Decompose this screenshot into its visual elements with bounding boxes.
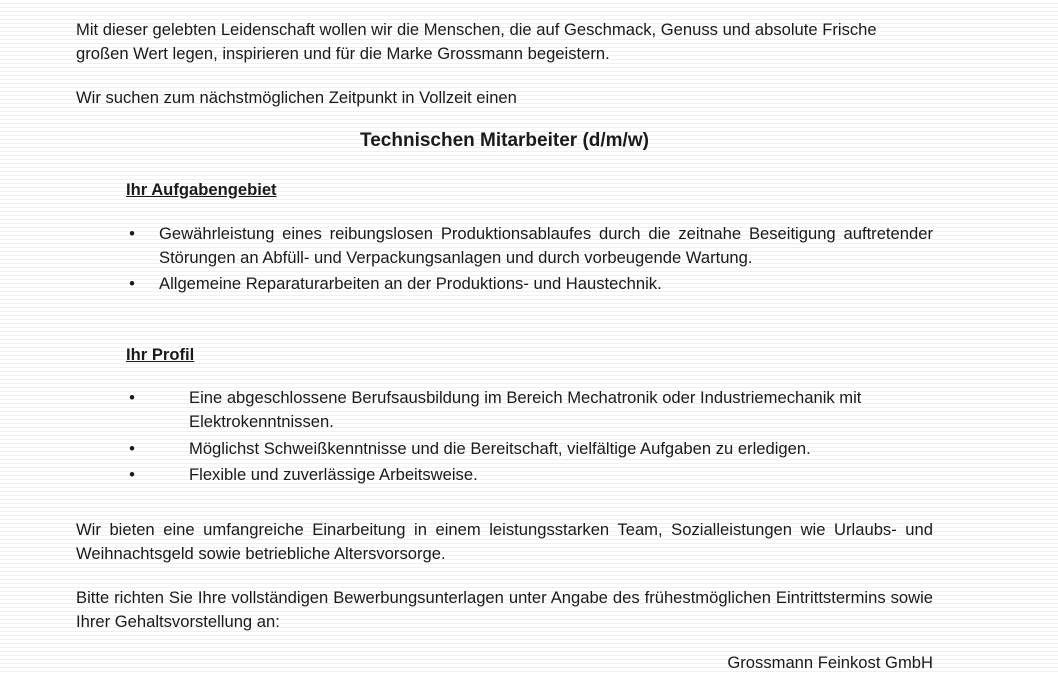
profile-item-text: Möglichst Schweißkenntnisse und die Bereitschaft, vielfältige Aufgaben zu erledigen. bbox=[189, 439, 811, 458]
profile-item bbox=[126, 463, 933, 487]
bullet-icon: • bbox=[129, 439, 135, 458]
intro-search-line: Wir suchen zum nächstmöglichen Zeitpunkt in Vollzeit einen bbox=[76, 88, 517, 107]
bullet-icon: • bbox=[129, 224, 135, 243]
tasks-heading: Ihr Aufgabengebiet bbox=[126, 180, 277, 199]
bullet-icon: • bbox=[129, 465, 135, 484]
profile-item bbox=[126, 386, 933, 434]
application-paragraph: Bitte richten Sie Ihre vollständigen Bewerbungsunterlagen unter Angabe des frühestmöglichen Eintrittstermins sowie Ihrer Gehaltsvorstellung an: bbox=[76, 588, 933, 631]
bullet-icon: • bbox=[129, 388, 135, 407]
task-item-text: Allgemeine Reparaturarbeiten an der Produktions- und Haustechnik. bbox=[159, 274, 662, 293]
task-item bbox=[126, 272, 933, 296]
company-name: Grossmann Feinkost GmbH bbox=[727, 653, 933, 672]
profile-item bbox=[126, 437, 933, 461]
task-item bbox=[126, 222, 933, 270]
intro-paragraph: Mit dieser gelebten Leidenschaft wollen wir die Menschen, die auf Geschmack, Genuss und absolute Frische großen Wert legen, inspirieren und für die Marke Grossmann begeistern. bbox=[76, 20, 877, 63]
task-item-text: Gewährleistung eines reibungslosen Produktionsablaufes durch die zeitnahe Beseitigung auftretender Störungen an Abfüll- und Verpackungsanlagen und durch vorbeugende Wartung. bbox=[159, 224, 933, 267]
offer-paragraph: Wir bieten eine umfangreiche Einarbeitung in einem leistungsstarken Team, Sozialleistungen wie Urlaubs- und Weihnachtsgeld sowie betriebliche Altersvorsorge. bbox=[76, 520, 933, 563]
profile-item-text: Eine abgeschlossene Berufsausbildung im Bereich Mechatronik oder Industriemechanik mit Elektrokenntnissen. bbox=[189, 388, 862, 431]
profile-heading: Ihr Profil bbox=[126, 345, 195, 364]
bullet-icon: • bbox=[129, 274, 135, 293]
profile-item-text: Flexible und zuverlässige Arbeitsweise. bbox=[189, 465, 478, 484]
job-title: Technischen Mitarbeiter (d/m/w) bbox=[360, 130, 649, 151]
